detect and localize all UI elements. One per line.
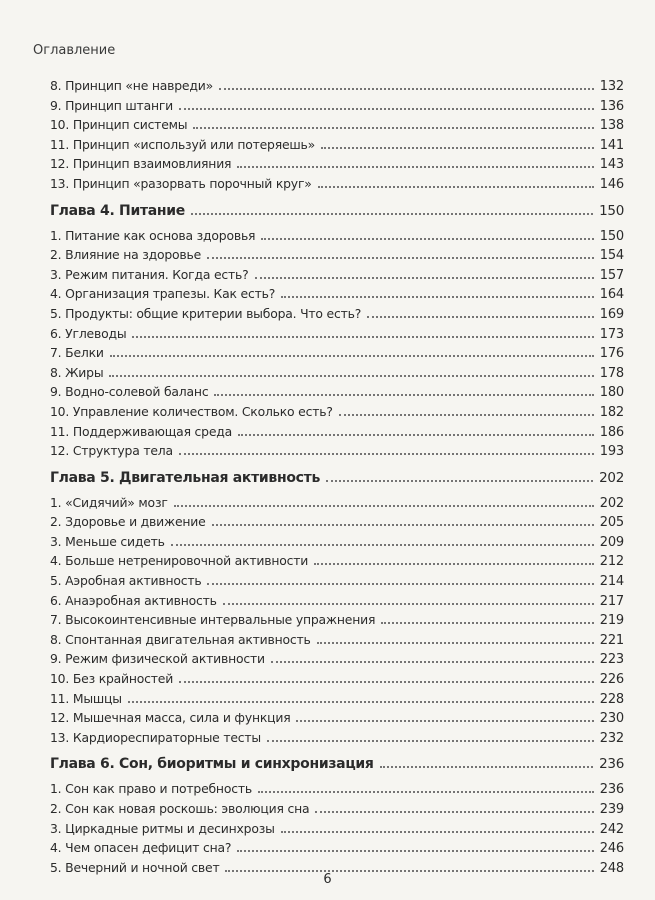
dot-leader [318,186,594,188]
toc-entry[interactable] [50,514,624,534]
entry-title: 1. «Сидячий» мозг [50,494,168,510]
entry-title: 9. Режим физической активности [50,651,265,667]
dot-leader [179,681,594,683]
entry-page: 209 [599,534,624,550]
entry-title: 11. Мышцы [50,690,122,706]
toc-entry[interactable] [50,593,624,613]
table-of-contents [50,78,624,879]
toc-entry[interactable] [50,345,624,365]
entry-title: 3. Циркадные ритмы и десинхрозы [50,820,275,836]
entry-page: 157 [599,267,624,283]
dot-leader [238,434,594,436]
entry-page: 169 [599,306,624,322]
dot-leader [179,453,594,455]
toc-entry[interactable] [50,730,624,750]
dot-leader [237,166,593,168]
entry-page: 202 [599,495,624,511]
entry-title: 7. Белки [50,345,104,361]
entry-title: 8. Жиры [50,364,104,380]
entry-title: 3. Меньше сидеть [50,533,165,549]
entry-page: 221 [599,632,624,648]
toc-entry[interactable] [50,821,624,841]
dot-leader [339,414,594,416]
toc-entry[interactable] [50,286,624,306]
toc-entry[interactable] [50,710,624,730]
entry-page: 150 [599,202,624,219]
entry-page: 202 [599,469,624,486]
toc-entry[interactable] [50,404,624,424]
entry-page: 239 [599,802,624,817]
entry-page: 236 [599,756,624,773]
entry-title: 2. Здоровье и движение [50,514,206,530]
dot-leader [271,661,594,663]
entry-page: 138 [599,118,624,134]
toc-entry[interactable] [50,612,624,632]
toc-entry[interactable] [50,247,624,267]
entry-page: 143 [599,157,624,173]
toc-entry[interactable] [50,326,624,346]
entry-title: 8. Принцип «не навреди» [50,78,213,93]
entry-title: 1. Сон как право и потребность [50,781,252,797]
toc-entry[interactable] [50,117,624,137]
dot-leader [315,811,593,813]
entry-page: 223 [599,652,624,668]
entry-page: 193 [599,444,624,460]
toc-entry[interactable] [50,365,624,385]
entry-title: 7. Высокоинтенсивные интервальные упражнения [50,612,376,628]
entry-title: 12. Структура тела [50,443,173,459]
entry-title: 5. Аэробная активность [50,573,202,589]
entry-title: 9. Принцип штанги [50,97,174,113]
dot-leader [110,355,594,357]
entry-page: 248 [599,860,624,876]
dot-leader [219,88,594,90]
entry-page: 150 [599,228,624,244]
entry-page: 246 [599,841,624,857]
entry-title: 6. Анаэробная активность [50,592,217,608]
dot-leader [179,108,594,110]
chapter-heading[interactable] [50,203,624,225]
entry-page: 132 [599,79,624,94]
entry-page: 164 [599,287,624,303]
toc-entry[interactable] [50,671,624,691]
toc-entry[interactable] [50,137,624,157]
entry-title: 2. Влияние на здоровье [50,247,202,263]
chapter-heading[interactable] [50,756,624,778]
entry-title: 4. Больше нетренировочной активности [50,553,309,569]
entry-title: Глава 5. Двигательная активность [50,469,321,486]
entry-title: 2. Сон как новая роскошь: эволюция сна [50,801,310,816]
toc-entry[interactable] [50,691,624,711]
entry-title: 5. Продукты: общие критерии выбора. Что есть? [50,305,362,321]
entry-title: 4. Организация трапезы. Как есть? [50,286,276,302]
entry-page: 186 [599,424,624,440]
dot-leader [261,238,593,240]
entry-page: 178 [599,365,624,381]
toc-entry[interactable] [50,443,624,463]
entry-page: 214 [599,574,624,590]
dot-leader [281,296,594,298]
entry-page: 232 [599,730,624,746]
entry-title: 8. Спонтанная двигательная активность [50,631,311,647]
dot-leader [296,720,593,722]
entry-title: 11. Поддерживающая среда [50,423,233,439]
dot-leader [281,831,594,833]
dot-leader [317,642,594,644]
toc-entry[interactable] [50,651,624,671]
dot-leader [174,505,594,507]
dot-leader [193,127,593,129]
page-number: 6 [323,872,332,887]
dot-leader [267,740,594,742]
dot-leader [109,375,593,377]
entry-page: 146 [599,176,624,192]
dot-leader [212,524,594,526]
toc-entry[interactable] [50,176,624,196]
running-head: Оглавление [33,43,116,58]
dot-leader [132,336,593,338]
toc-entry[interactable] [50,384,624,404]
dot-leader [255,277,594,279]
toc-entry[interactable] [50,306,624,326]
dot-leader [381,622,594,624]
toc-entry[interactable] [50,801,624,821]
toc-entry[interactable] [50,632,624,652]
dot-leader [223,603,594,605]
chapter-heading[interactable] [50,470,624,492]
entry-page: 180 [599,385,624,401]
entry-title: 10. Управление количеством. Сколько есть? [50,403,333,419]
entry-page: 205 [599,515,624,531]
dot-leader [207,583,593,585]
entry-title: 1. Питание как основа здоровья [50,227,256,243]
toc-entry[interactable] [50,534,624,554]
entry-page: 173 [599,326,624,342]
dot-leader [214,394,593,396]
entry-page: 136 [599,98,624,114]
entry-page: 219 [599,613,624,629]
toc-entry[interactable] [50,156,624,176]
entry-title: 13. Принцип «разорвать порочный круг» [50,175,312,191]
toc-entry[interactable] [50,267,624,287]
toc-entry[interactable] [50,424,624,444]
entry-page: 141 [599,137,624,153]
dot-leader [237,850,594,852]
entry-title: Глава 4. Питание [50,202,186,219]
dot-leader [380,766,594,768]
entry-title: 11. Принцип «используй или потеряешь» [50,136,316,152]
entry-title: 3. Режим питания. Когда есть? [50,266,249,282]
toc-entry[interactable] [50,781,624,801]
entry-page: 212 [599,554,624,570]
entry-title: 4. Чем опасен дефицит сна? [50,840,232,856]
dot-leader [191,213,593,215]
entry-title: 10. Принцип системы [50,117,188,133]
toc-entry[interactable] [50,573,624,593]
toc-entry[interactable] [50,78,624,98]
toc-entry[interactable] [50,495,624,515]
toc-entry[interactable] [50,228,624,248]
dot-leader [258,791,594,793]
entry-title: 12. Принцип взаимовлияния [50,156,232,172]
toc-entry[interactable] [50,840,624,860]
entry-title: Глава 6. Сон, биоритмы и синхронизация [50,756,374,773]
entry-title: 10. Без крайностей [50,671,174,687]
toc-entry[interactable] [50,98,624,118]
entry-page: 176 [599,346,624,362]
entry-page: 217 [599,593,624,609]
dot-leader [314,563,594,565]
entry-page: 226 [599,672,624,688]
entry-page: 236 [599,782,624,798]
entry-title: 6. Углеводы [50,325,127,341]
entry-page: 242 [599,821,624,837]
entry-page: 230 [599,711,624,727]
dot-leader [128,701,594,703]
entry-title: 5. Вечерний и ночной свет [50,859,220,875]
dot-leader [207,257,594,259]
entry-page: 154 [599,248,624,264]
entry-page: 182 [599,404,624,420]
entry-title: 12. Мышечная масса, сила и функция [50,710,291,726]
entry-page: 228 [599,691,624,707]
dot-leader [326,480,593,482]
dot-leader [321,147,594,149]
entry-title: 9. Водно-солевой баланс [50,384,209,400]
entry-title: 13. Кардиореспираторные тесты [50,729,261,745]
dot-leader [171,544,594,546]
toc-entry[interactable] [50,553,624,573]
dot-leader [367,316,594,318]
